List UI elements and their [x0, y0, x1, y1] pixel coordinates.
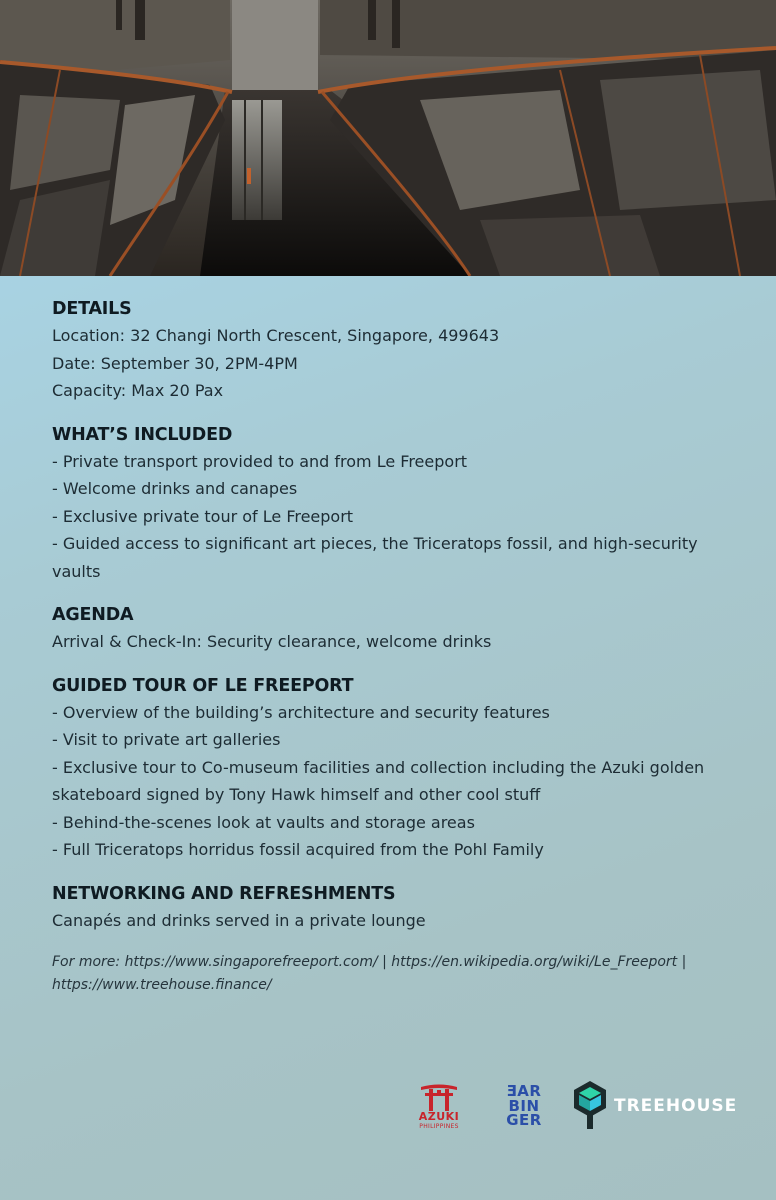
- list-item: - Full Triceratops horridus fossil acquired from the Pohl Family: [52, 840, 544, 859]
- tour-heading: GUIDED TOUR OF LE FREEPORT: [52, 675, 354, 696]
- torii-gate-icon: [419, 1081, 459, 1111]
- tour-section: [52, 673, 742, 864]
- azuki-logo: [410, 1081, 468, 1131]
- hero-image: [0, 0, 776, 276]
- list-item: Canapés and drinks served in a private lounge: [52, 910, 426, 930]
- azuki-wordmark: AZUKI: [418, 1110, 460, 1123]
- details-capacity: Capacity: Max 20 Pax: [52, 381, 224, 400]
- more-info-links: For more: https://www.singaporefreeport.com/ | https://en.wikipedia.org/wiki/Le_Freeport | https://www.treehouse.finance/: [52, 954, 687, 993]
- included-heading: WHAT’S INCLUDED: [52, 424, 233, 445]
- list-item: - Welcome drinks and canapes: [52, 479, 298, 498]
- sponsor-logos: [410, 1076, 737, 1136]
- networking-section: [52, 881, 742, 935]
- treehouse-icon: [574, 1081, 606, 1131]
- list-item: Arrival & Check-In: Security clearance, welcome drinks: [52, 632, 492, 651]
- treehouse-wordmark: TREEHOUSE: [614, 1096, 738, 1116]
- list-item: - Visit to private art galleries: [52, 730, 281, 749]
- details-section: [52, 296, 742, 405]
- details-date: Date: September 30, 2PM-4PM: [52, 353, 298, 373]
- networking-heading: NETWORKING AND REFRESHMENTS: [52, 883, 396, 904]
- list-item: - Exclusive tour to Co-museum facilities and collection including the Azuki golden skateboard signed by Tony Hawk himself and other cool stuff: [52, 757, 705, 804]
- harbinger-row: ƎAR: [506, 1082, 542, 1101]
- harbinger-row: BIN: [508, 1096, 540, 1115]
- harbinger-logo: [494, 1084, 554, 1128]
- list-item: - Guided access to significant art pieces, the Triceratops fossil, and high-security vaults: [52, 534, 698, 581]
- included-section: [52, 422, 742, 586]
- harbinger-row: GER: [506, 1111, 542, 1130]
- treehouse-logo: [574, 1081, 737, 1131]
- list-item: - Private transport provided to and from Le Freeport: [52, 451, 468, 471]
- azuki-subtitle: PHILIPPINES: [419, 1123, 459, 1130]
- list-item: - Behind-the-scenes look at vaults and storage areas: [52, 812, 475, 832]
- agenda-section: [52, 602, 742, 656]
- agenda-heading: AGENDA: [52, 605, 134, 625]
- details-location: Location: 32 Changi North Crescent, Singapore, 499643: [52, 326, 500, 345]
- list-item: - Exclusive private tour of Le Freeport: [52, 506, 354, 526]
- list-item: - Overview of the building’s architecture and security features: [52, 702, 550, 722]
- details-heading: DETAILS: [52, 299, 132, 319]
- event-content: [52, 296, 742, 997]
